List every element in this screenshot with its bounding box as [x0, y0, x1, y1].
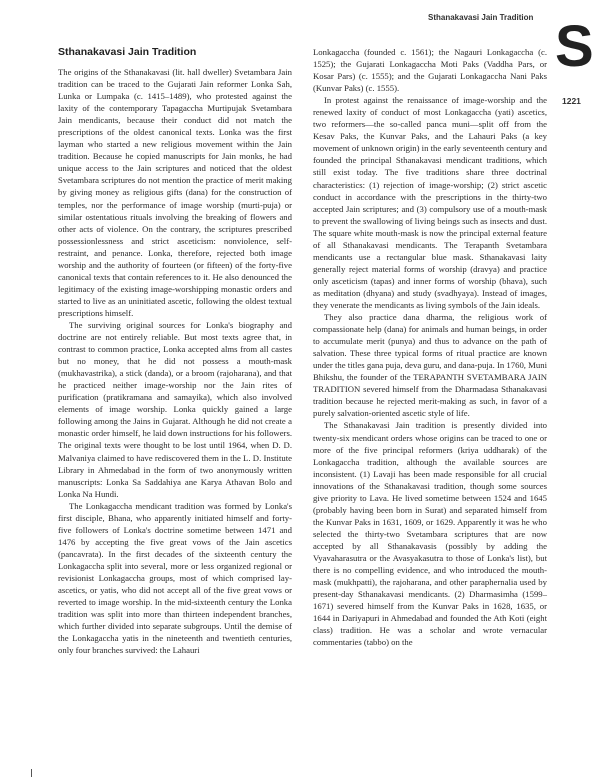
paragraph: In protest against the renaissance of image-worship and the renewed laxity of conduct of most Lonkagaccha (yati) ascetics, two reformers—the so-called panca muni—split off from the Kesav Paks, the Kunvar Paks, and the Lahauri Paks (a key movement of unknown origin) in the early seventeenth century and founded the principal Sthanakavasi mendicant traditions, which still exist today. The five traditions share three doctrinal characteristics: (1) rejection of image-worship; (2) strict ascetic conduct in accordance with the prescriptions in the thirty-two accepted Jain scriptures; and (3) compulsory use of a mouth-mask to prevent the swallowing of living beings such as insects and dust. The square white mouth-mask is now the principal external feature of all Sthanakavasi mendicants. The Terapanth Svetambara mendicants use a rectangular blue mask. Sthanakavasi laity generally reject material forms of worship (dravya) and practice only asceticism (tapas) and inner forms of worship (bhava), such as meditation (dhyana) and study (svadhyaya). Instead of images, they venerate the mendicants as living symbols of the Jain ideals.: [313, 95, 547, 310]
right-column: [313, 46, 547, 648]
paragraph: The Lonkagaccha mendicant tradition was formed by Lonka's first disciple, Bhana, who apparently initiated himself and forty-five followers of Lonka's doctrine sometime between 1471 and 1476 by accepting the five great vows of the Jain ascetics (pancavrata). In the first decades of the sixteenth century the Lonkagaccha split into several, more or less organized regional or revisionist Lonkagaccha groups, most of which comprised lay-ascetics, or yatis, who did not accept all of the five great vows or reverted to image worship. In the mid-sixteenth century the Lonka tradition was split into more than thirteen independent branches, which further divided into separate subgroups. Until the demise of the Lonkagaccha yatis in the nineteenth and twentieth centuries, only four branches survived: the Lahauri: [58, 500, 292, 656]
left-column: [58, 46, 292, 656]
paragraph: The surviving original sources for Lonka's biography and doctrine are not entirely reliable. But most texts agree that, in contrast to common practice, Lonka accepted alms from all castes but no money, that he did not possess a mouth-mask (mukhavastrika), a stick (danda), or a broom (rajoharana), and that he practiced neither image-worship nor the Jain rites of purification (pratikramana and samayika), which also involved elements of image worship. Lonka quickly gained a large following among the Jains in Gujarat. Although he did not create a monastic order himself, he laid down instructions for his followers. The original texts were thought to be lost until 1964, when D. D. Malvaniya claimed to have rediscovered them in the L. D. Institute Library in Ahmedabad in the form of two anonymously written manuscripts: Lonka Sa Saddahiya ane Karya Athavan Bolo and Lonka Na Hundi.: [58, 319, 292, 499]
thumb-index-letter: S: [555, 14, 592, 79]
page-number: 1221: [562, 96, 581, 106]
paragraph: The origins of the Sthanakavasi (lit. hall dweller) Svetambara Jain tradition can be traced to the Gujarati Jain reformer Lonka Sah, Lunka or Lumpaka (c. 1415–1489), who protested against the laxity of the contemporary Tapagaccha Murtipujak Svetambara Jain mendicants, because their conduct did not match the prescriptions of the oldest canonical texts. Lonka was the first layman who started a new religious movement within the Jain tradition. Because he copied manuscripts for Jain monks, he had unique access to the Jain scriptures and noticed that the oldest Svetambara scriptures do not mention the practice of merit making by giving money as religious gifts (dana) for the construction of temples, nor the performance of image worship (murti-puja) or similar ostentatious rituals involving the breaking of flowers and other acts of violence. On the contrary, the scriptures prescribed possessionlessness and strict asceticism: nonviolence, self-restraint, and penance. Lonka, therefore, rejected both image worship and the authority of fourteen (or fifteen) of the forty-five canonical texts that contain references to it. He also denounced the legitimacy of the existing image-worshipping monastic orders and started to live as an uninitiated ascetic, following the oldest textual prescriptions himself.: [58, 67, 292, 318]
entry-title: Sthanakavasi Jain Tradition: [58, 46, 197, 58]
paragraph: They also practice dana dharma, the religious work of compassionate help (dana) for animals and human beings, in order to accumulate merit (punya) and thus to advance on the path of salvation. These three typical forms of ritual practice are known under the titles gana puja, deva guru, and dana-puja. In 1760, Muni Bhikshu, the founder of the TERAPANTH SVETAMBARA JAIN TRADITION severed himself from the Dharmadasa Sthanakavasi tradition because he rejected merit-making as such, in favor of a purely salvation-oriented ascetic style of life.: [313, 312, 547, 419]
running-head: Sthanakavasi Jain Tradition: [428, 13, 534, 22]
paragraph: Lonkagaccha (founded c. 1561); the Nagauri Lonkagaccha (c. 1525); the Gujarati Lonkagaccha Moti Paks (Vaddha Pars, or Kosar Pars) (c. 1555); and the Gujarati Lonkagaccha Nani Paks (Kunvar Paks) (c. 1555).: [313, 47, 547, 94]
page-edge-mark: [31, 769, 32, 777]
paragraph: The Sthanakavasi Jain tradition is presently divided into twenty-six mendicant orders whose origins can be traced to one or more of the five principal reformers (kriya uddharak) of the Lonkagaccha tradition, although the available sources are inconsistent. (1) Lavaji has been made responsible for all crucial innovations of the Sthanakavasi tradition, though some sources give priority to Lava. He lived sometime between 1524 and 1645 (probably having been born in Surat) and separated himself from the Kunvar Paks in 1631, 1609, or 1629. Apparently it was he who selected the thirty-two Svetambara scriptures that are now accepted by all Sthanakavasis (possibly by adding the Vyavaharasutra or the Avasyakasutra to those of Lonka's list), but there is no compelling evidence, and who introduced the mouth-mask (mukhpatti), the rajoharana, and other paraphernalia used by present-day Sthanakavasi mendicants. (2) Dharmasimha (1599–1671) severed himself from the Kunvar Paks in 1628, 1635, or 1644 in Dariyapuri in Ahmedabad and founded the Ath Koti (eight class) tradition. He was a scholar and wrote vernacular commentaries (tabbo) on the: [313, 420, 547, 648]
